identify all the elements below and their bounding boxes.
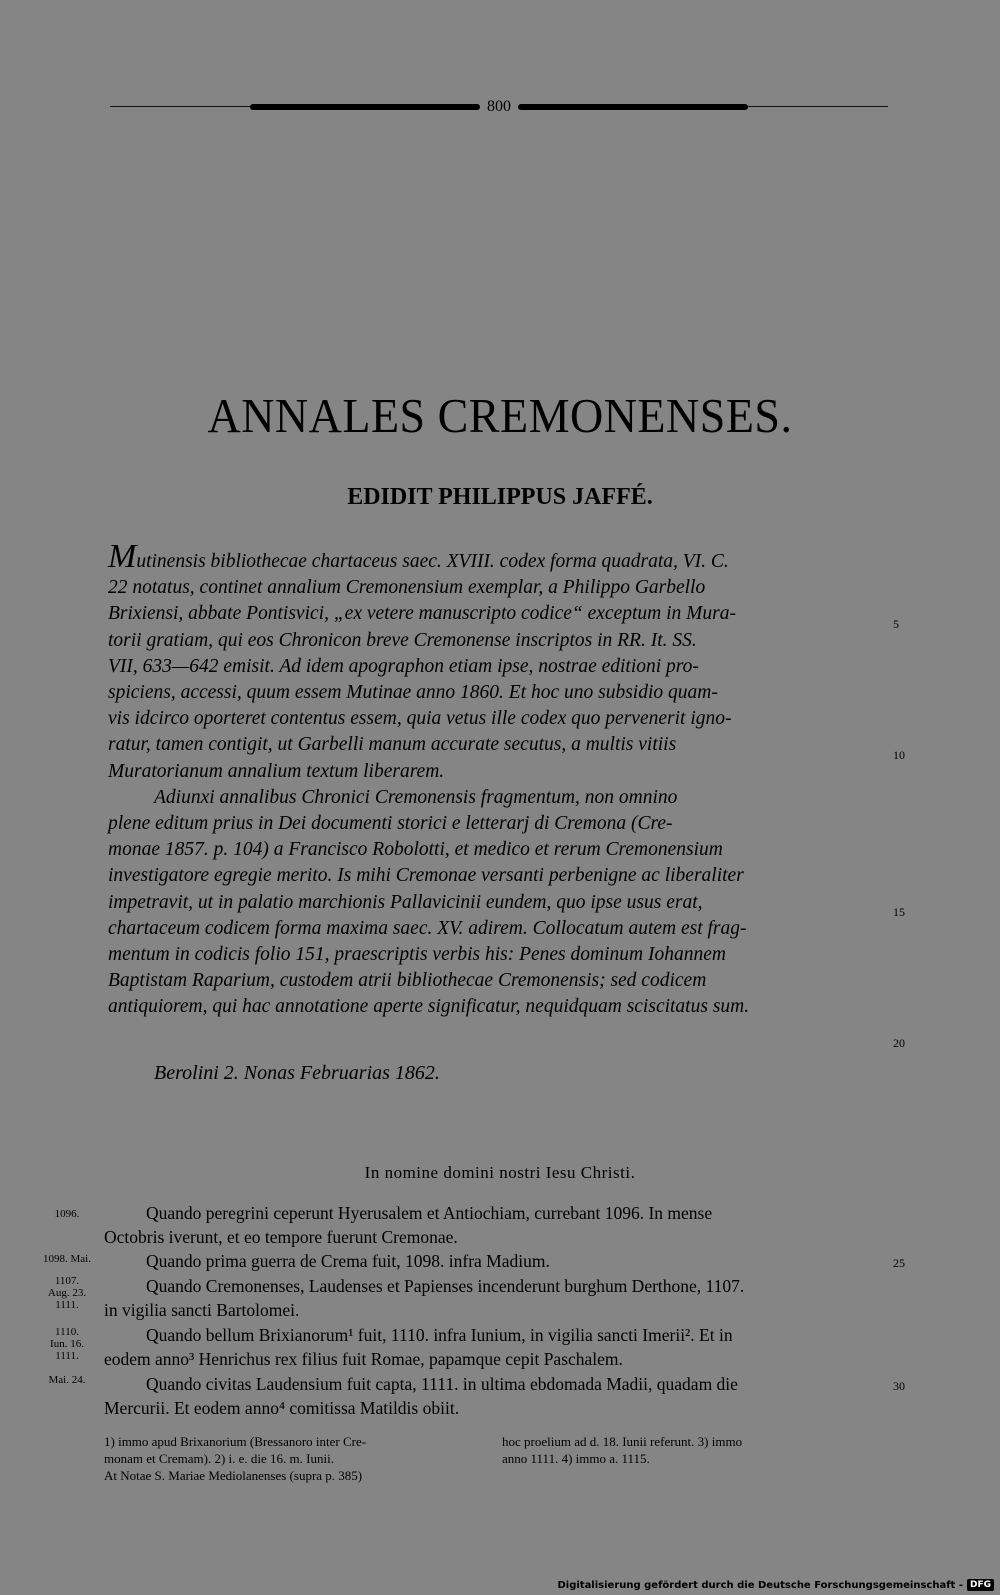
annal-date: 1111. xyxy=(55,1299,79,1311)
annal-date: Mai. 24. xyxy=(48,1374,86,1386)
annal-date: 1111. xyxy=(55,1350,79,1362)
footnotes-column-left xyxy=(104,1433,366,1484)
page-number: 800 xyxy=(487,98,511,115)
header-rule-left-thick xyxy=(250,104,480,110)
footnote-line: hoc proelium ad d. 18. Iunii referunt. 3) immo xyxy=(502,1434,743,1449)
annal-line: Quando Cremonenses, Laudenses et Papienses incenderunt burghum Derthone, 1107. xyxy=(146,1276,745,1296)
line-number: 25 xyxy=(893,1256,905,1270)
preface-line: VII, 633—642 emisit. Ad idem apographon etiam ipse, nostrae editioni pro- xyxy=(108,655,699,677)
annal-date: 1098. Mai. xyxy=(43,1253,91,1265)
header-rule-right-thick xyxy=(518,104,748,110)
footnotes-column-right xyxy=(502,1433,742,1467)
footnote-line: anno 1111. 4) immo a. 1115. xyxy=(502,1451,650,1466)
preface xyxy=(108,538,890,1021)
annal-date: 1107. xyxy=(54,1275,80,1287)
preface-paragraph-1 xyxy=(108,538,890,785)
preface-line: torii gratiam, qui eos Chronicon breve Cremonense inscriptos in RR. It. SS. xyxy=(108,629,697,651)
preface-line: Brixiensi, abbate Pontisvici, „ex vetere manuscripto codice“ exceptum in Mura- xyxy=(108,603,736,625)
preface-line: Baptistam Raparium, custodem atrii bibliothecae Cremonensis; sed codicem xyxy=(108,970,707,992)
annal-line: Quando peregrini ceperunt Hyerusalem et Antiochiam, currebant 1096. In mense xyxy=(146,1203,713,1223)
preface-line: vis idcirco oporteret contentus essem, quia vetus ille codex quo pervenerit igno- xyxy=(108,708,732,730)
annal-line: Quando civitas Laudensium fuit capta, 1111. in ultima ebdomada Madii, quadam die xyxy=(146,1374,738,1394)
preface-line: ratur, tamen contigit, ut Garbelli manum accurate secutus, a multis vitiis xyxy=(108,734,677,756)
annal-line: in vigilia sancti Bartolomei. xyxy=(104,1300,300,1320)
preface-paragraph-2 xyxy=(108,785,890,1021)
footnote-line: At Notae S. Mariae Mediolanenses (supra p. 385) xyxy=(104,1468,363,1483)
annal-date: Aug. 23. xyxy=(47,1287,87,1299)
line-number: 20 xyxy=(893,1036,905,1050)
line-number: 30 xyxy=(893,1379,905,1393)
page-header xyxy=(110,97,888,117)
preface-line: chartaceum codicem forma maxima saec. XV. adirem. Collocatum autem est frag- xyxy=(108,917,747,939)
preface-line: impetravit, ut in palatio marchionis Pallavicinii eundem, quo ipse usus erat, xyxy=(108,891,703,913)
header-rule-right-thin xyxy=(748,106,888,107)
footer-text: Digitalisierung gefördert durch die Deutsche Forschungsgemeinschaft - xyxy=(557,1579,963,1591)
editor-line: EDIDIT PHILIPPUS JAFFÉ. xyxy=(347,484,653,510)
annal-date: Iun. 16. xyxy=(50,1338,84,1350)
digitization-footer xyxy=(557,1579,994,1591)
preface-line: Adiunxi annalibus Chronici Cremonensis fragmentum, non omnino xyxy=(154,786,678,808)
preface-line: antiquiorem, qui hac annotatione aperte significatur, nequidquam sciscitatus sum. xyxy=(108,996,750,1018)
dfg-logo: DFG xyxy=(967,1579,994,1591)
line-number: 15 xyxy=(893,905,905,919)
preface-line: monae 1857. p. 104) a Francisco Robolotti, et medico et rerum Cremonensium xyxy=(108,839,723,861)
invocation: In nomine domini nostri Iesu Christi. xyxy=(364,1163,636,1182)
drop-cap: M xyxy=(108,538,137,575)
signature-line: Berolini 2. Nonas Februarias 1862. xyxy=(154,1062,440,1084)
annal-date: 1110. xyxy=(55,1326,79,1338)
preface-line: plene editum prius in Dei documenti storici e letterarj di Cremona (Cre- xyxy=(108,813,673,835)
preface-line: utinensis bibliothecae chartaceus saec. XVIII. codex forma quadrata, VI. C. xyxy=(136,551,729,572)
annal-line: eodem anno³ Henrichus rex filius fuit Romae, papamque cepit Paschalem. xyxy=(104,1349,623,1369)
annal-line: Quando prima guerra de Crema fuit, 1098. infra Madium. xyxy=(146,1251,550,1271)
preface-line: Muratorianum annalium textum liberarem. xyxy=(108,760,445,782)
footnote-line: monam et Cremam). 2) i. e. die 16. m. Iunii. xyxy=(104,1451,334,1466)
document-title: ANNALES CREMONENSES. xyxy=(207,388,793,443)
annal-line: Mercurii. Et eodem anno⁴ comitissa Matildis obiit. xyxy=(104,1398,460,1418)
preface-line: mentum in codicis folio 151, praescriptis verbis his: Penes dominum Iohannem xyxy=(108,944,726,966)
preface-line: 22 notatus, continet annalium Cremonensium exemplar, a Philippo Garbello xyxy=(108,577,706,599)
annal-line: Quando bellum Brixianorum¹ fuit, 1110. infra Iunium, in vigilia sancti Imerii². Et in xyxy=(146,1325,733,1345)
annal-date: 1096. xyxy=(54,1208,80,1220)
annal-line: Octobris iverunt, et eo tempore fuerunt Cremonae. xyxy=(104,1227,458,1247)
line-number: 5 xyxy=(893,617,899,631)
preface-line: spiciens, accessi, quum essem Mutinae anno 1860. Et hoc uno subsidio quam- xyxy=(108,682,718,704)
line-number: 10 xyxy=(893,748,905,762)
footnote-line: 1) immo apud Brixanorium (Bressanoro inter Cre- xyxy=(104,1434,367,1449)
header-rule-left-thin xyxy=(110,106,250,107)
preface-line: investigatore egregie merito. Is mihi Cremonae versanti perbenigne ac liberaliter xyxy=(108,865,744,887)
